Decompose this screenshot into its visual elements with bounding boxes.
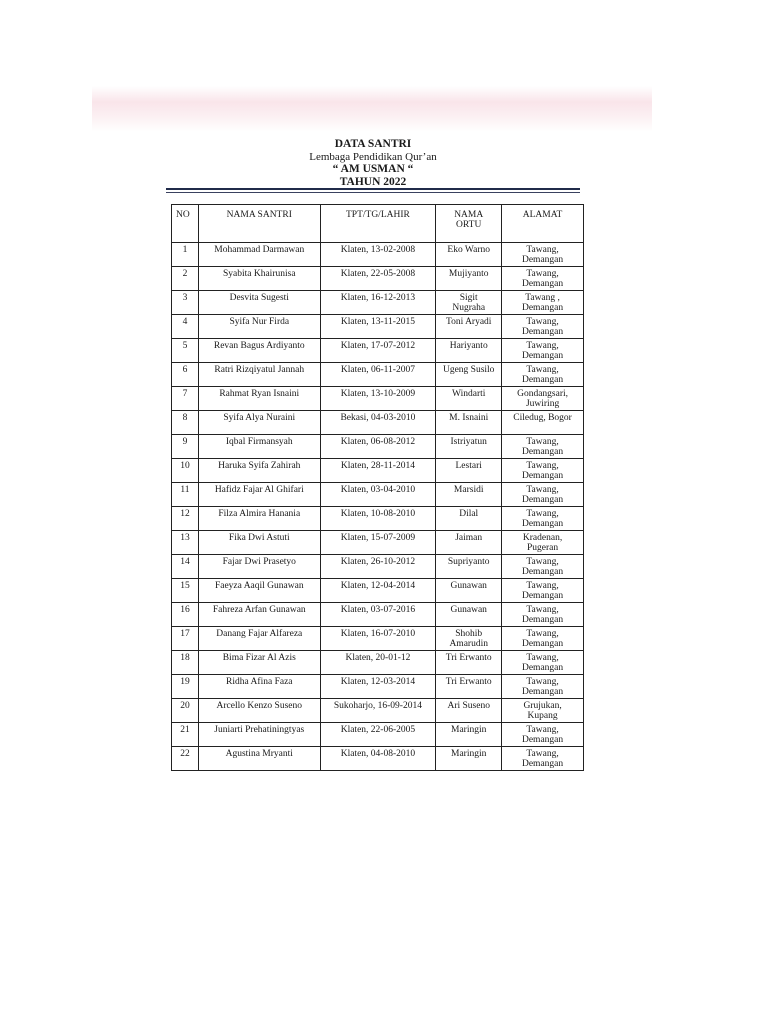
student-name-cell: Syifa Nur Firda (198, 315, 320, 339)
document-header (166, 138, 580, 188)
birth-place-date-cell: Klaten, 12-03-2014 (320, 675, 436, 699)
birth-place-date-cell: Klaten, 13-10-2009 (320, 387, 436, 411)
birth-place-date-cell: Klaten, 20-01-12 (320, 651, 436, 675)
student-name-cell: Syabita Khairunisa (198, 267, 320, 291)
table-row (172, 531, 584, 555)
table-row (172, 723, 584, 747)
address-cell: Tawang, Demangan (502, 363, 584, 387)
birth-place-date-cell: Sukoharjo, 16-09-2014 (320, 699, 436, 723)
student-name-cell: Fika Dwi Astuti (198, 531, 320, 555)
table-row (172, 747, 584, 771)
student-name-cell: Juniarti Prehatiningtyas (198, 723, 320, 747)
address-cell: Tawang , Demangan (502, 291, 584, 315)
address-cell: Ciledug, Bogor (502, 411, 584, 435)
parent-name-cell: Maringin (436, 723, 502, 747)
student-name-cell: Ratri Rizqiyatul Jannah (198, 363, 320, 387)
parent-name-cell: Sigit Nugraha (436, 291, 502, 315)
document-subtitle: Lembaga Pendidikan Qur’an (309, 150, 437, 163)
row-number-cell: 3 (172, 291, 199, 315)
table-row (172, 459, 584, 483)
address-cell: Tawang, Demangan (502, 507, 584, 531)
address-cell: Gondangsari, Juwiring (502, 387, 584, 411)
parent-name-cell: Shohib Amarudin (436, 627, 502, 651)
column-header-nama-santri: NAMA SANTRI (198, 205, 320, 243)
address-cell: Tawang, Demangan (502, 651, 584, 675)
student-name-cell: Ridha Afina Faza (198, 675, 320, 699)
student-name-cell: Iqbal Firmansyah (198, 435, 320, 459)
birth-place-date-cell: Klaten, 12-04-2014 (320, 579, 436, 603)
row-number-cell: 20 (172, 699, 199, 723)
parent-name-cell: Istriyatun (436, 435, 502, 459)
student-name-cell: Haruka Syifa Zahirah (198, 459, 320, 483)
parent-name-cell: Mujiyanto (436, 267, 502, 291)
student-name-cell: Bima Fizar Al Azis (198, 651, 320, 675)
table-row (172, 699, 584, 723)
parent-name-cell: Gunawan (436, 579, 502, 603)
document-year: TAHUN 2022 (339, 175, 407, 188)
table-row (172, 579, 584, 603)
table-row (172, 387, 584, 411)
birth-place-date-cell: Klaten, 03-04-2010 (320, 483, 436, 507)
row-number-cell: 1 (172, 243, 199, 267)
row-number-cell: 6 (172, 363, 199, 387)
institution-name: “ AM USMAN “ (332, 163, 414, 175)
address-cell: Tawang, Demangan (502, 579, 584, 603)
student-name-cell: Hafidz Fajar Al Ghifari (198, 483, 320, 507)
parent-name-cell: Tri Erwanto (436, 675, 502, 699)
column-header-no: NO (172, 205, 199, 243)
row-number-cell: 11 (172, 483, 199, 507)
table-row (172, 507, 584, 531)
table-header-row (172, 205, 584, 243)
table-body (172, 243, 584, 771)
birth-place-date-cell: Klaten, 13-11-2015 (320, 315, 436, 339)
parent-name-cell: Dilal (436, 507, 502, 531)
student-name-cell: Filza Almira Hanania (198, 507, 320, 531)
row-number-cell: 22 (172, 747, 199, 771)
student-name-cell: Fajar Dwi Prasetyo (198, 555, 320, 579)
address-cell: Tawang, Demangan (502, 675, 584, 699)
table-row (172, 603, 584, 627)
address-cell: Tawang, Demangan (502, 459, 584, 483)
row-number-cell: 13 (172, 531, 199, 555)
address-cell: Tawang, Demangan (502, 339, 584, 363)
address-cell: Tawang, Demangan (502, 747, 584, 771)
parent-name-cell: Eko Warno (436, 243, 502, 267)
birth-place-date-cell: Klaten, 15-07-2009 (320, 531, 436, 555)
parent-name-cell: Lestari (436, 459, 502, 483)
row-number-cell: 9 (172, 435, 199, 459)
birth-place-date-cell: Klaten, 16-07-2010 (320, 627, 436, 651)
address-cell: Tawang, Demangan (502, 483, 584, 507)
parent-name-cell: Supriyanto (436, 555, 502, 579)
table-row (172, 435, 584, 459)
address-cell: Tawang, Demangan (502, 555, 584, 579)
birth-place-date-cell: Klaten, 06-11-2007 (320, 363, 436, 387)
address-cell: Tawang, Demangan (502, 627, 584, 651)
row-number-cell: 19 (172, 675, 199, 699)
table-row (172, 411, 584, 435)
row-number-cell: 8 (172, 411, 199, 435)
document-title: DATA SANTRI (334, 138, 412, 150)
student-name-cell: Mohammad Darmawan (198, 243, 320, 267)
parent-name-cell: M. Isnaini (436, 411, 502, 435)
student-name-cell: Revan Bagus Ardiyanto (198, 339, 320, 363)
parent-name-cell: Tri Erwanto (436, 651, 502, 675)
row-number-cell: 12 (172, 507, 199, 531)
birth-place-date-cell: Klaten, 16-12-2013 (320, 291, 436, 315)
table-row (172, 651, 584, 675)
address-cell: Tawang, Demangan (502, 723, 584, 747)
row-number-cell: 18 (172, 651, 199, 675)
birth-place-date-cell: Bekasi, 04-03-2010 (320, 411, 436, 435)
row-number-cell: 14 (172, 555, 199, 579)
table-row (172, 675, 584, 699)
address-cell: Grujukan, Kupang (502, 699, 584, 723)
birth-place-date-cell: Klaten, 28-11-2014 (320, 459, 436, 483)
header-rule-thick (166, 188, 580, 190)
parent-name-cell: Windarti (436, 387, 502, 411)
student-name-cell: Faeyza Aaqil Gunawan (198, 579, 320, 603)
birth-place-date-cell: Klaten, 22-05-2008 (320, 267, 436, 291)
address-cell: Tawang, Demangan (502, 435, 584, 459)
row-number-cell: 5 (172, 339, 199, 363)
birth-place-date-cell: Klaten, 22-06-2005 (320, 723, 436, 747)
birth-place-date-cell: Klaten, 17-07-2012 (320, 339, 436, 363)
row-number-cell: 21 (172, 723, 199, 747)
parent-name-cell: Jaiman (436, 531, 502, 555)
row-number-cell: 16 (172, 603, 199, 627)
birth-place-date-cell: Klaten, 03-07-2016 (320, 603, 436, 627)
birth-place-date-cell: Klaten, 06-08-2012 (320, 435, 436, 459)
table-row (172, 483, 584, 507)
table-row (172, 267, 584, 291)
student-name-cell: Rahmat Ryan Isnaini (198, 387, 320, 411)
address-cell: Tawang, Demangan (502, 315, 584, 339)
student-name-cell: Arcello Kenzo Suseno (198, 699, 320, 723)
row-number-cell: 15 (172, 579, 199, 603)
parent-name-cell: Marsidi (436, 483, 502, 507)
table-row (172, 291, 584, 315)
row-number-cell: 7 (172, 387, 199, 411)
column-header-nama-ortu: NAMA ORTU (436, 205, 502, 243)
row-number-cell: 2 (172, 267, 199, 291)
student-name-cell: Agustina Mryanti (198, 747, 320, 771)
student-name-cell: Syifa Alya Nuraini (198, 411, 320, 435)
table-row (172, 339, 584, 363)
parent-name-cell: Gunawan (436, 603, 502, 627)
student-name-cell: Danang Fajar Alfareza (198, 627, 320, 651)
parent-name-cell: Toni Aryadi (436, 315, 502, 339)
student-name-cell: Fahreza Arfan Gunawan (198, 603, 320, 627)
address-cell: Tawang, Demangan (502, 267, 584, 291)
table-row (172, 555, 584, 579)
student-name-cell: Desvita Sugesti (198, 291, 320, 315)
address-cell: Tawang, Demangan (502, 243, 584, 267)
row-number-cell: 17 (172, 627, 199, 651)
row-number-cell: 4 (172, 315, 199, 339)
table-row (172, 243, 584, 267)
birth-place-date-cell: Klaten, 26-10-2012 (320, 555, 436, 579)
column-header-ttl: TPT/TG/LAHIR (320, 205, 436, 243)
header-rule-thin (166, 192, 580, 193)
address-cell: Tawang, Demangan (502, 603, 584, 627)
column-header-alamat: ALAMAT (502, 205, 584, 243)
row-number-cell: 10 (172, 459, 199, 483)
birth-place-date-cell: Klaten, 13-02-2008 (320, 243, 436, 267)
table-row (172, 315, 584, 339)
santri-table (171, 204, 584, 771)
parent-name-cell: Maringin (436, 747, 502, 771)
table-row (172, 363, 584, 387)
scan-color-strip (92, 86, 652, 132)
birth-place-date-cell: Klaten, 10-08-2010 (320, 507, 436, 531)
birth-place-date-cell: Klaten, 04-08-2010 (320, 747, 436, 771)
parent-name-cell: Hariyanto (436, 339, 502, 363)
parent-name-cell: Ari Suseno (436, 699, 502, 723)
parent-name-cell: Ugeng Susilo (436, 363, 502, 387)
table-row (172, 627, 584, 651)
address-cell: Kradenan, Pugeran (502, 531, 584, 555)
